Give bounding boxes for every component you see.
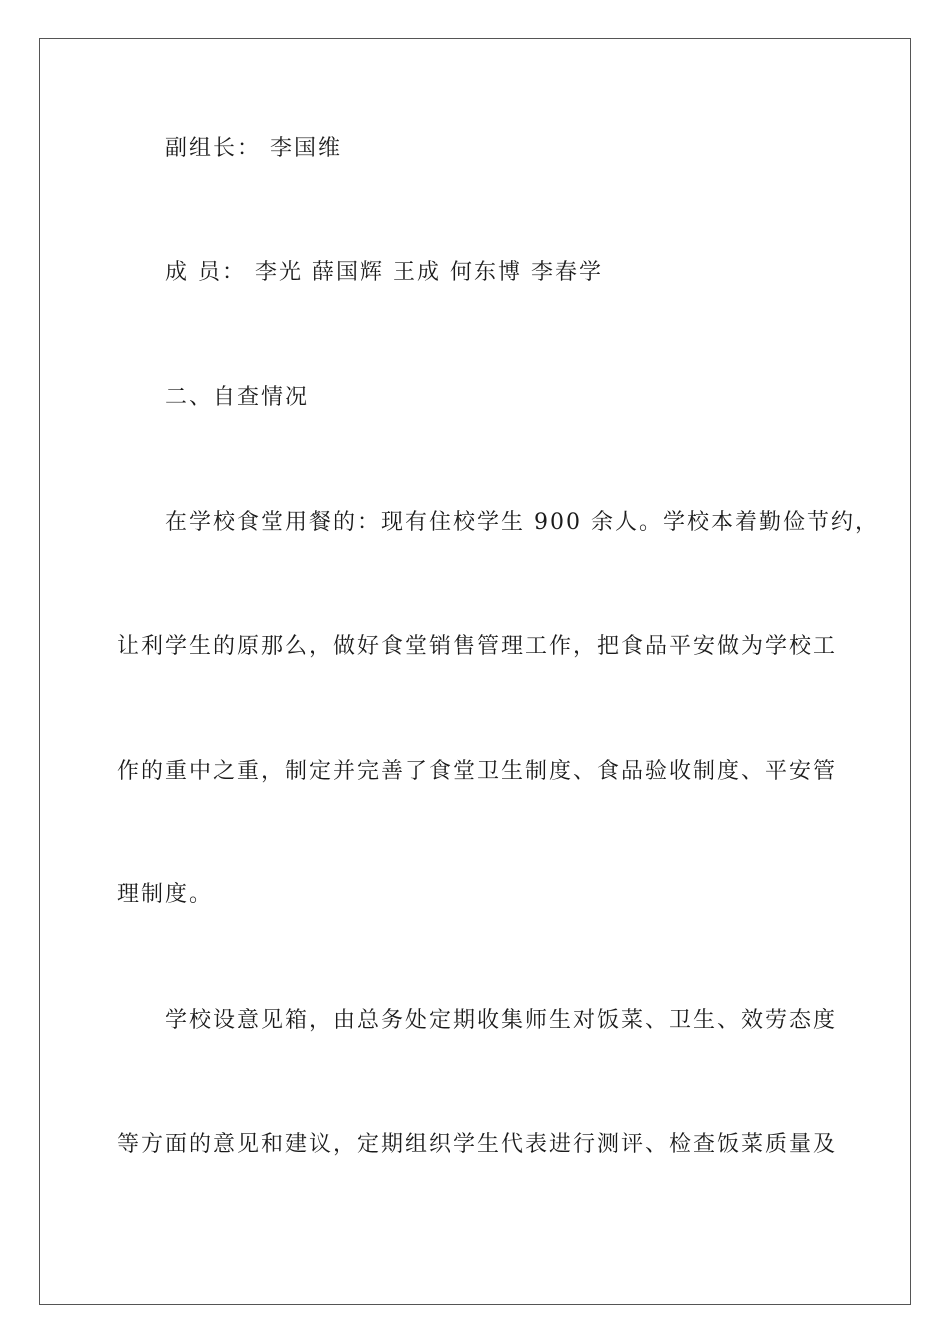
deputy-leader-line: 副组长： 李国维 (165, 136, 342, 161)
paragraph-line: 理制度。 (117, 882, 214, 907)
paragraph-line: 等方面的意见和建议，定期组织学生代表进行测评、检查饭菜质量及 (117, 1132, 838, 1157)
page-frame (39, 38, 911, 1305)
section-heading: 二、自查情况 (165, 385, 310, 410)
paragraph-line: 作的重中之重，制定并完善了食堂卫生制度、食品验收制度、平安管 (117, 759, 838, 784)
paragraph-line: 学校设意见箱，由总务处定期收集师生对饭菜、卫生、效劳态度 (165, 1008, 838, 1033)
paragraph-line: 在学校食堂用餐的：现有住校学生 900 余人。学校本着勤俭节约， (165, 510, 879, 535)
paragraph-line: 让利学生的原那么，做好食堂销售管理工作，把食品平安做为学校工 (117, 634, 838, 659)
members-line: 成 员： 李光 薛国辉 王成 何东博 李春学 (165, 260, 603, 285)
